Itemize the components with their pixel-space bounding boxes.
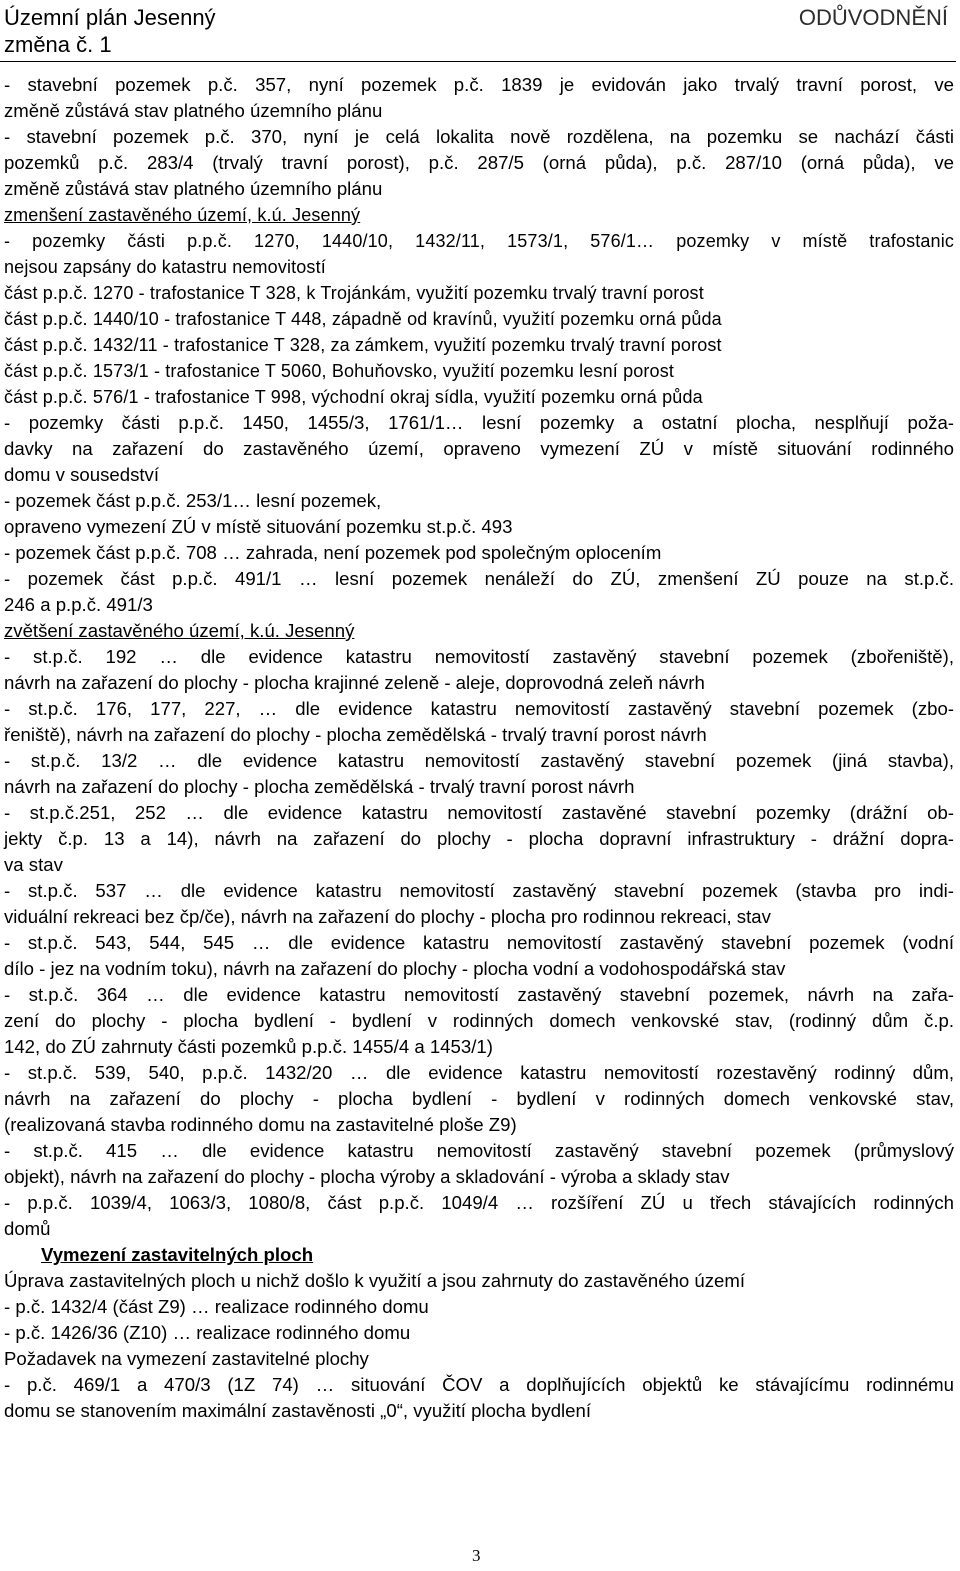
header-divider xyxy=(0,61,956,62)
text-line: domů xyxy=(4,1218,51,1239)
text-line: - st.p.č. 176, 177, 227, … dle evidence katastru nemovitostí zastavěný stavební pozemek (zbo- xyxy=(4,698,954,719)
section-heading-buildable-areas: Vymezení zastavitelných ploch xyxy=(41,1244,314,1265)
text-line: - stavební pozemek p.č. 370, nyní je celá lokalita nově rozdělena, na pozemku se nachází části xyxy=(4,126,954,147)
text-line: jekty č.p. 13 a 14), návrh na zařazení do plochy - plocha dopravní infrastruktury - drážní dopra- xyxy=(4,828,954,849)
section-heading-reduction: zmenšení zastavěného území, k.ú. Jesenný xyxy=(4,205,361,225)
section-title: ODŮVODNĚNÍ xyxy=(798,5,948,30)
text-line: (realizovaná stavba rodinného domu na zastavitelné ploše Z9) xyxy=(4,1114,517,1135)
text-line: 142, do ZÚ zahrnuty části pozemků p.p.č. 1455/4 a 1453/1) xyxy=(4,1036,493,1057)
text-line: va stav xyxy=(4,854,63,875)
text-line: Požadavek na vymezení zastavitelné plochy xyxy=(4,1348,369,1369)
text-line: davky na zařazení do zastavěného území, opraveno vymezení ZÚ v místě situování rodinného xyxy=(4,438,954,459)
text-line: změně zůstává stav platného územního plánu xyxy=(4,178,383,199)
text-line: řeniště), návrh na zařazení do plochy - plocha zemědělská - trvalý travní porost návrh xyxy=(4,724,707,745)
text-line: - st.p.č. 364 … dle evidence katastru nemovitostí zastavěný stavební pozemek, návrh na zařa- xyxy=(4,984,954,1005)
text-line: - st.p.č. 539, 540, p.p.č. 1432/20 … dle evidence katastru nemovitostí rozestavěný rodinný dům, xyxy=(4,1062,954,1083)
page-header xyxy=(0,4,952,62)
text-line: - pozemky části p.p.č. 1450, 1455/3, 1761/1… lesní pozemky a ostatní plocha, nesplňují poža- xyxy=(4,412,954,433)
text-line: - p.č. 1432/4 (část Z9) … realizace rodinného domu xyxy=(4,1296,429,1317)
text-line: změně zůstává stav platného územního plánu xyxy=(4,100,383,121)
page-number: 3 xyxy=(472,1546,481,1565)
text-line: - pozemky části p.p.č. 1270, 1440/10, 1432/11, 1573/1, 576/1… pozemky v místě trafostanic xyxy=(4,231,954,251)
text-line: dílo - jez na vodním toku), návrh na zařazení do plochy - plocha vodní a vodohospodářská stav xyxy=(4,958,786,979)
text-line: 246 a p.p.č. 491/3 xyxy=(4,594,153,615)
text-line: pozemků p.č. 283/4 (trvalý travní porost), p.č. 287/5 (orná půda), p.č. 287/10 (orná půda), ve xyxy=(4,152,954,173)
text-line: domu v sousedství xyxy=(4,464,160,485)
text-line: - pozemek část p.p.č. 491/1 … lesní pozemek nenáleží do ZÚ, zmenšení ZÚ pouze na st.p.č. xyxy=(4,568,954,589)
text-line: - st.p.č. 192 … dle evidence katastru nemovitostí zastavěný stavební pozemek (zbořeniště), xyxy=(4,646,954,667)
document-body xyxy=(4,72,954,1424)
text-line: část p.p.č. 1440/10 - trafostanice T 448, západně od kravínů, využití pozemku orná půda xyxy=(4,309,722,329)
text-line: část p.p.č. 1573/1 - trafostanice T 5060, Bohuňovsko, využití pozemku lesní porost xyxy=(4,361,675,381)
text-line: návrh na zařazení do plochy - plocha bydlení - bydlení v rodinných domech venkovské stav, xyxy=(4,1088,954,1109)
document-subtitle: změna č. 1 xyxy=(4,32,112,57)
text-line: - p.č. 469/1 a 470/3 (1Z 74) … situování ČOV a doplňujících objektů ke stávajícímu rodinnému xyxy=(4,1374,954,1395)
text-line: - p.č. 1426/36 (Z10) … realizace rodinného domu xyxy=(4,1322,411,1343)
text-line: domu se stanovením maximální zastavěnosti „0“, využití plocha bydlení xyxy=(4,1400,592,1421)
text-line: část p.p.č. 576/1 - trafostanice T 998, východní okraj sídla, využití pozemku orná půda xyxy=(4,387,703,407)
text-line: objekt), návrh na zařazení do plochy - plocha výroby a skladování - výroba a sklady stav xyxy=(4,1166,730,1187)
document-title: Územní plán Jesenný xyxy=(4,5,216,30)
text-line: - st.p.č. 13/2 … dle evidence katastru nemovitostí zastavěný stavební pozemek (jiná stavba), xyxy=(4,750,954,771)
text-line: - st.p.č. 543, 544, 545 … dle evidence katastru nemovitostí zastavěný stavební pozemek (vodní xyxy=(4,932,954,953)
text-line: nejsou zapsány do katastru nemovitostí xyxy=(4,257,326,277)
text-line: opraveno vymezení ZÚ v místě situování pozemku st.p.č. 493 xyxy=(4,516,513,537)
text-line: - stavební pozemek p.č. 357, nyní pozemek p.č. 1839 je evidován jako trvalý travní porost, ve xyxy=(4,74,954,95)
text-line: Úprava zastavitelných ploch u nichž došlo k využití a jsou zahrnuty do zastavěného území xyxy=(4,1270,746,1291)
text-line: část p.p.č. 1270 - trafostanice T 328, k Trojánkám, využití pozemku trvalý travní porost xyxy=(4,283,704,303)
text-line: zení do plochy - plocha bydlení - bydlení v rodinných domech venkovské stav, (rodinný dům č.p. xyxy=(4,1010,954,1031)
section-heading-enlargement: zvětšení zastavěného území, k.ú. Jesenný xyxy=(4,620,355,641)
text-line: - p.p.č. 1039/4, 1063/3, 1080/8, část p.p.č. 1049/4 … rozšíření ZÚ u třech stávajících rodinných xyxy=(4,1192,954,1213)
text-line: - pozemek část p.p.č. 708 … zahrada, není pozemek pod společným oplocením xyxy=(4,542,662,563)
text-line: část p.p.č. 1432/11 - trafostanice T 328, za zámkem, využití pozemku trvalý travní porost xyxy=(4,335,722,355)
text-line: - pozemek část p.p.č. 253/1… lesní pozemek, xyxy=(4,490,382,511)
text-line: návrh na zařazení do plochy - plocha krajinné zeleně - aleje, doprovodná zeleň návrh xyxy=(4,672,705,693)
text-line: - st.p.č. 415 … dle evidence katastru nemovitostí zastavěný stavební pozemek (průmyslový xyxy=(4,1140,954,1161)
text-line: - st.p.č. 537 … dle evidence katastru nemovitostí zastavěný stavební pozemek (stavba pro indi- xyxy=(4,880,954,901)
text-line: návrh na zařazení do plochy - plocha zemědělská - trvalý travní porost návrh xyxy=(4,776,635,797)
text-line: - st.p.č.251, 252 … dle evidence katastru nemovitostí zastavěné stavební pozemky (drážní ob- xyxy=(4,802,954,823)
text-line: viduální rekreaci bez čp/če), návrh na zařazení do plochy - plocha pro rodinnou rekreaci, stav xyxy=(4,906,771,927)
